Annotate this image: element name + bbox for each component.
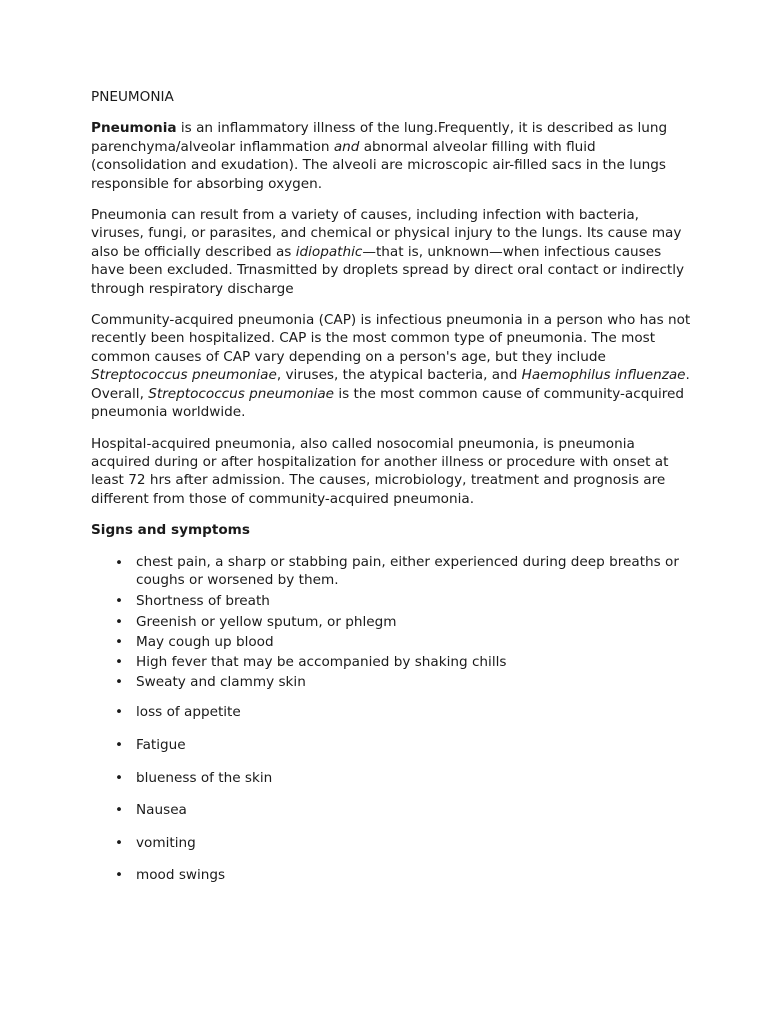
bullet-icon: • <box>115 834 124 851</box>
document-title: PNEUMONIA <box>91 89 174 105</box>
list-item: • mood swings <box>115 867 226 884</box>
list-item: • blueness of the skin <box>115 769 273 786</box>
list-item: • Greenish or yellow sputum, or phlegm <box>91 612 691 632</box>
list-item: • Shortness of breath <box>91 591 691 611</box>
section-heading-signs: Signs and symptoms <box>91 522 250 539</box>
paragraph-causes: Pneumonia can result from a variety of causes, including infection with bacteria, viruses, fungi, or parasites, and chemical or physical injury to the lungs. Its cause may also be officially described as idiopathic—that is, unknown—when infectious causes have been excluded. Trnasmitted by droplets spread by direct oral contact or indirectly through respiratory discharge <box>91 207 685 297</box>
bullet-icon: • <box>115 613 124 630</box>
list-item: • Sweaty and clammy skin <box>91 672 691 692</box>
bullet-icon: • <box>115 554 124 571</box>
bullet-icon: • <box>115 769 124 786</box>
bullet-icon: • <box>115 736 124 753</box>
bullet-icon: • <box>115 653 124 670</box>
document-page <box>91 88 691 899</box>
bullet-icon: • <box>115 802 124 819</box>
list-item: • Fatigue <box>115 736 186 753</box>
bullet-icon: • <box>115 704 124 721</box>
list-item: • vomiting <box>115 834 196 851</box>
bullet-icon: • <box>115 867 124 884</box>
symptom-list-spaced <box>91 703 691 884</box>
paragraph-cap: Community-acquired pneumonia (CAP) is infectious pneumonia in a person who has not recently been hospitalized. CAP is the most common type of pneumonia. The most common causes of CAP vary depending on a person's age, but they include Streptococcus pneumoniae, viruses, the atypical bacteria, and Haemophilus influenzae. Overall, Streptococcus pneumoniae is the most common cause of community-acquired pneumonia worldwide. <box>91 312 691 421</box>
paragraph-hap: Hospital-acquired pneumonia, also called nosocomial pneumonia, is pneumonia acquired during or after hospitalization for another illness or procedure with onset at least 72 hrs after admission. The causes, microbiology, treatment and prognosis are different from those of community-acquired pneumonia. <box>91 435 669 507</box>
bullet-icon: • <box>115 633 124 650</box>
paragraph-definition: Pneumonia is an inflammatory illness of the lung.Frequently, it is described as lung parenchyma/alveolar inflammation and abnormal alveolar filling with fluid (consolidation and exudation). The alveoli are microscopic air-filled sacs in the lungs responsible for absorbing oxygen. <box>91 120 668 192</box>
list-item: • High fever that may be accompanied by shaking chills <box>91 652 691 672</box>
list-item: • Nausea <box>115 802 187 819</box>
bullet-icon: • <box>115 674 124 691</box>
term-pneumonia: Pneumonia <box>91 120 177 137</box>
list-item: • loss of appetite <box>115 704 241 721</box>
list-item: • chest pain, a sharp or stabbing pain, either experienced during deep breaths or coughs or worsened by them. <box>115 553 679 588</box>
list-item: • May cough up blood <box>91 632 691 652</box>
bullet-icon: • <box>115 593 124 610</box>
symptom-list <box>91 553 691 693</box>
